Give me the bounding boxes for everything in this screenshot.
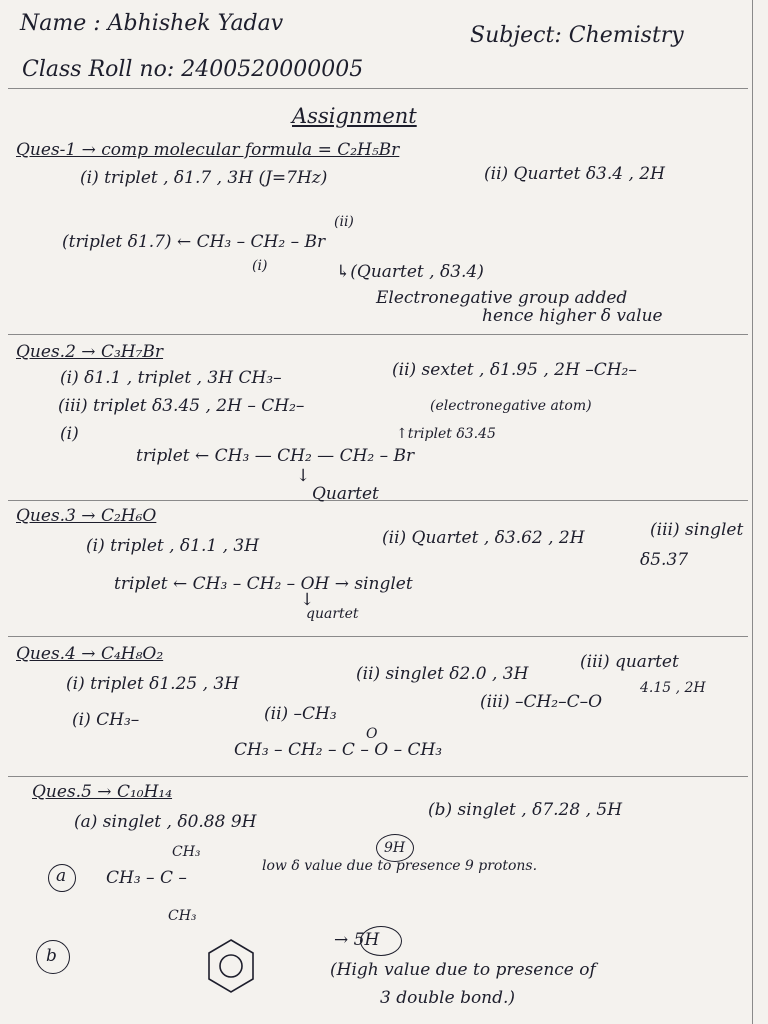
q5-line1: (a) singlet , δ0.88 9H (74, 812, 257, 832)
q5-methyl-bottom: CH₃ (168, 908, 197, 924)
q2-heading: Ques.2 → C₃H₇Br (16, 342, 164, 362)
q4-line1c: (iii) quartet (580, 652, 679, 672)
q5-tbutyl: CH₃ – C – (106, 868, 187, 888)
q1-quartet-note: ↳(Quartet , δ3.4) (336, 262, 484, 282)
q5-note-b1: (High value due to presence of (330, 960, 596, 980)
benzene-ring-icon (206, 938, 256, 994)
ruled-line (8, 776, 748, 777)
q3-down-arrow: ↓ (300, 590, 315, 610)
q4-line2c: (iii) –CH₂–C–O (480, 692, 603, 712)
ruled-line (8, 88, 748, 89)
q2-line2: (iii) triplet δ3.45 , 2H – CH₂– (58, 396, 305, 416)
q2-line2b: (electronegative atom) (430, 398, 592, 414)
student-name: Name : Abhishek Yadav (20, 11, 284, 36)
q4-carbonyl-o: O (366, 726, 378, 742)
q5-label-a: a (56, 866, 67, 886)
q1-heading: Ques-1 → comp molecular formula = C₂H₅Br (16, 140, 400, 160)
q5-line1b: (b) singlet , δ7.28 , 5H (428, 800, 623, 820)
roll-number: Class Roll no: 2400520000005 (22, 57, 364, 82)
q1-label-i: (i) (252, 258, 268, 274)
q1-line1: (i) triplet , δ1.7 , 3H (J=7Hz) (80, 168, 328, 188)
q3-heading: Ques.3 → C₂H₆O (16, 506, 157, 526)
q5-label-b: b (46, 946, 57, 966)
q5-9h: 9H (384, 840, 406, 856)
q1-line1b: (ii) Quartet δ3.4 , 2H (484, 164, 665, 184)
q3-structure: triplet ← CH₃ – CH₂ – OH → singlet (114, 574, 413, 594)
q3-line1d: δ5.37 (640, 550, 689, 570)
q3-quartet: quartet (306, 606, 359, 622)
q4-line1b: (ii) singlet δ2.0 , 3H (356, 664, 529, 684)
ruled-line (8, 636, 748, 637)
q3-line1b: (ii) Quartet , δ3.62 , 2H (382, 528, 585, 548)
q5-note-b2: 3 double bond.) (380, 988, 516, 1008)
q2-quartet: Quartet (312, 484, 379, 504)
q4-line2d: 4.15 , 2H (640, 680, 706, 696)
q3-line1c: (iii) singlet (650, 520, 744, 540)
q2-triplet-note: ↑triplet δ3.45 (396, 426, 496, 442)
q1-note1: Electronegative group added (376, 288, 628, 308)
q5-5h: → 5H (334, 930, 380, 950)
q5-note-a: low δ value due to presence 9 protons. (262, 858, 538, 874)
q5-methyl-top: CH₃ (172, 844, 201, 860)
page-title: Assignment (292, 104, 417, 128)
q4-heading: Ques.4 → C₄H₈O₂ (16, 644, 164, 664)
q2-line1: (i) δ1.1 , triplet , 3H CH₃– (60, 368, 282, 388)
q1-note2: hence higher δ value (482, 306, 663, 326)
q2-down-arrow: ↓ (296, 466, 311, 486)
q2-label-i: (i) (60, 424, 79, 444)
q2-line1b: (ii) sextet , δ1.95 , 2H –CH₂– (392, 360, 637, 380)
q4-line2b: (ii) –CH₃ (264, 704, 337, 724)
q4-line2a: (i) CH₃– (72, 710, 140, 730)
q2-structure: triplet ← CH₃ — CH₂ — CH₂ – Br (136, 446, 415, 466)
q4-line1: (i) triplet δ1.25 , 3H (66, 674, 240, 694)
ruled-line (8, 334, 748, 335)
q3-line1: (i) triplet , δ1.1 , 3H (86, 536, 260, 556)
q5-heading: Ques.5 → C₁₀H₁₄ (32, 782, 173, 802)
page-right-edge (752, 0, 753, 1024)
q4-structure: CH₃ – CH₂ – C – O – CH₃ (234, 740, 443, 760)
q1-label-ii: (ii) (334, 214, 354, 230)
subject: Subject: Chemistry (470, 23, 684, 48)
q1-structure: (triplet δ1.7) ← CH₃ – CH₂ – Br (62, 232, 326, 252)
